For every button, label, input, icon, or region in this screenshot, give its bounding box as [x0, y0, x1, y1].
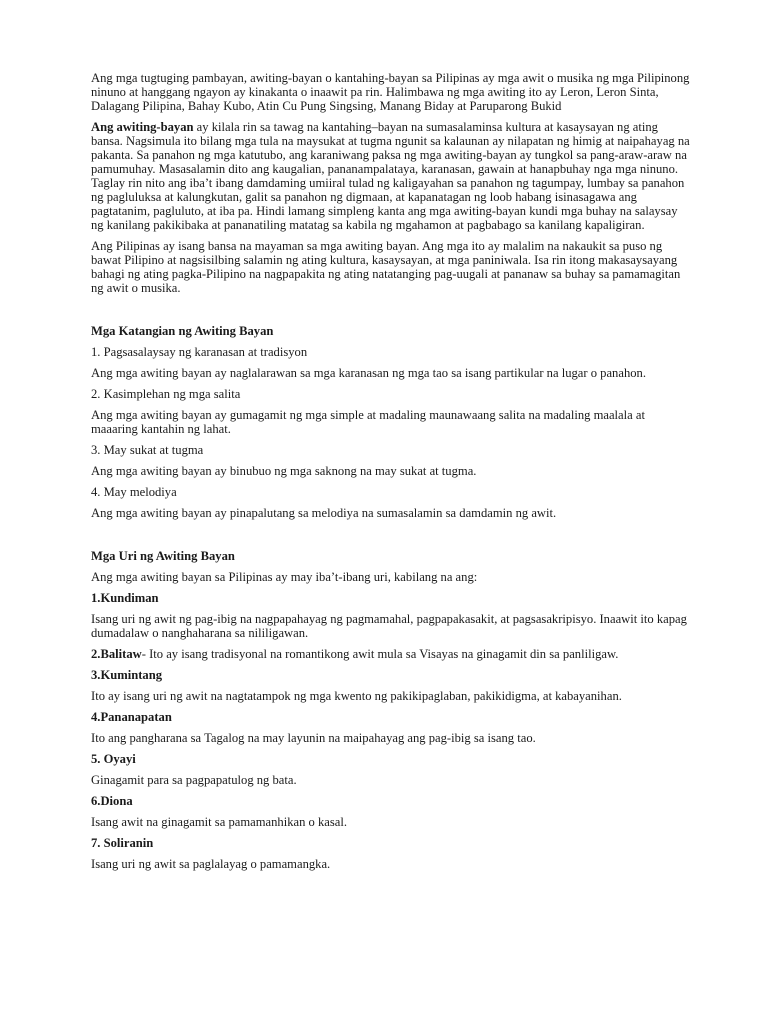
- uri-item-title: 6.Diona: [91, 794, 133, 808]
- intro-paragraph-1: Ang mga tugtuging pambayan, awiting-bayan o kantahing-bayan sa Pilipinas ay mga awit o musika ng mga Pilipinong ninuno at hanggang ngayon ay kinakanta o inaawit pa rin. Halimbawa ng mga awiting ito ay Leron, Leron Sinta, Dalagang Pilipina, Bahay Kubo, Atin Cu Pung Singsing, Manang Biday at Paruparong Bukid: [91, 71, 690, 113]
- uri-item-desc: Ito ang pangharana sa Tagalog na may layunin na maipahayag ang pag-ibig sa isang tao.: [91, 731, 536, 745]
- katangian-item-desc: Ang mga awiting bayan ay pinapalutang sa melodiya na sumasalamin sa damdamin ng awit.: [91, 506, 557, 520]
- uri-item-title: 3.Kumintang: [91, 668, 163, 682]
- uri-item-desc: Isang awit na ginagamit sa pamamanhikan o kasal.: [91, 815, 347, 829]
- uri-item-title: 1.Kundiman: [91, 591, 159, 605]
- uri-item-desc: Isang uri ng awit sa paglalayag o pamamangka.: [91, 857, 331, 871]
- uri-item-desc: - Ito ay isang tradisyonal na romantikong awit mula sa Visayas na ginagamit din sa panliligaw.: [141, 647, 619, 661]
- uri-item-title: 4.Pananapatan: [91, 710, 172, 724]
- katangian-item-title: 3. May sukat at tugma: [91, 443, 204, 457]
- katangian-item-desc: Ang mga awiting bayan ay naglalarawan sa mga karanasan ng mga tao sa isang partikular na lugar o panahon.: [91, 366, 646, 380]
- intro-paragraph-2-text: ay kilala rin sa tawag na kantahing–bayan na sumasalaminsa kultura at kasaysayan ng ating bansa. Nagsimula ito bilang mga tula na maysukat at tugma ngunit sa kalaunan ay nilapatan ng himig at naipahayag na pakanta. Sa panahon ng mga katutubo, ang karaniwang paksa ng mga awiting-bayan ay tungkol sa pang-araw-araw na pamumuhay. Masasalamin dito ang kaugalian, pananampalataya, karanasan, gawain at hanapbuhay nga mga ninuno. Taglay rin nito ang iba’t ibang damdaming umiiral tulad ng kaligayahan sa panahon ng tagumpay, lumbay sa panahon ng pagluluksa at kalungkutan, galit sa panahon ng digmaan, at kapanatagan ng loob habang isinasagawa ang pagtatanim, pagluluto, at iba pa. Hindi lamang simpleng kanta ang mga awiting-bayan kundi mga buhay na salaysay ng kanilang pakikibaka at pananatiling matatag sa kabila ng mgahamon at pagbabago sa kanilang kapaligiran.: [91, 120, 690, 232]
- uri-item-inline: [91, 647, 690, 661]
- katangian-item-desc: Ang mga awiting bayan ay binubuo ng mga saknong na may sukat at tugma.: [91, 464, 477, 478]
- uri-item-title: 2.Balitaw: [91, 647, 142, 661]
- intro-paragraph-2-bold: Ang awiting-bayan: [91, 120, 194, 134]
- katangian-item-title: 1. Pagsasalaysay ng karanasan at tradisyon: [91, 345, 308, 359]
- uri-heading: Mga Uri ng Awiting Bayan: [91, 549, 235, 563]
- uri-item-desc: Ito ay isang uri ng awit na nagtatampok ng mga kwento ng pakikipaglaban, pakikidigma, at kabayanihan.: [91, 689, 622, 703]
- intro-paragraph-3: Ang Pilipinas ay isang bansa na mayaman sa mga awiting bayan. Ang mga ito ay malalim na nakaukit sa puso ng bawat Pilipino at nagsisilbing salamin ng ating kultura, kasaysayan, at mga paniniwala. Isa rin itong makasaysayang bahagi ng ating pagka-Pilipino na nagpapakita ng ating natatanging pag-uugali at pananaw sa buhay sa pamamagitan ng awit o musika.: [91, 239, 681, 295]
- uri-intro: Ang mga awiting bayan sa Pilipinas ay may iba’t-ibang uri, kabilang na ang:: [91, 570, 478, 584]
- uri-item-title: 5. Oyayi: [91, 752, 136, 766]
- section-gap: [91, 527, 690, 549]
- uri-item-desc: Ginagamit para sa pagpapatulog ng bata.: [91, 773, 297, 787]
- intro-paragraph-2: [91, 120, 690, 232]
- katangian-item-title: 4. May melodiya: [91, 485, 177, 499]
- uri-item-title: 7. Soliranin: [91, 836, 154, 850]
- katangian-item-title: 2. Kasimplehan ng mga salita: [91, 387, 241, 401]
- uri-item-desc: Isang uri ng awit ng pag-ibig na nagpapahayag ng pagmamahal, pagpapakasakit, at pagsasakripisyo. Inaawit ito kapag dumadalaw o nanghaharana sa nililigawan.: [91, 612, 687, 640]
- section-gap: [91, 302, 690, 324]
- katangian-heading: Mga Katangian ng Awiting Bayan: [91, 324, 274, 338]
- katangian-item-desc: Ang mga awiting bayan ay gumagamit ng mga simple at madaling maunawaang salita na madaling maalala at maaaring kantahin ng lahat.: [91, 408, 645, 436]
